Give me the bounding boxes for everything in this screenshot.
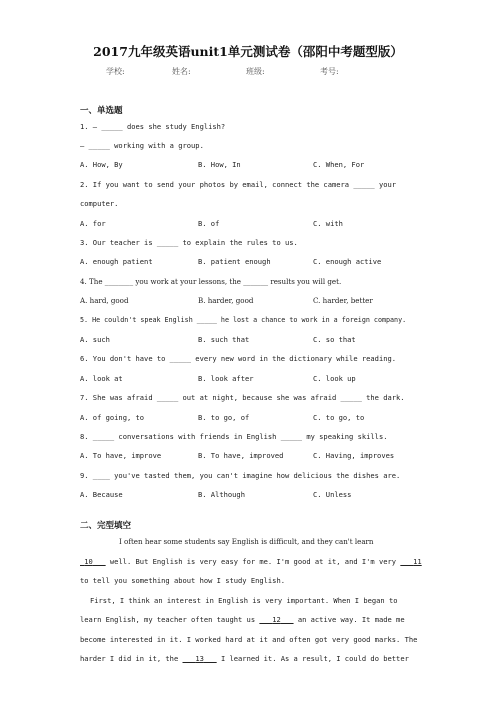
blank-12: 12 [272,615,281,624]
question-1-option-c: C. When, For [313,160,365,169]
question-1-option-a: A. How, By [80,160,123,169]
blank-13: 13 [195,654,204,663]
question-3-stem: 3. Our teacher is _____ to explain the rules to us. [80,238,298,247]
question-1-stem: 1. — _____ does she study English? [80,122,226,131]
question-2-option-a: A. for [80,219,106,228]
question-4-option-b: B. harder, good [198,296,254,305]
question-6-option-b: B. look after [198,374,254,383]
question-5-option-b: B. such that [198,335,250,344]
question-4-stem: 4. The ________ you work at your lessons, the _______ results you will get. [80,277,342,286]
passage-line-3: to tell you something about how I study English. [80,576,285,585]
question-8-option-b: B. To have, improved [198,451,284,460]
class-field-label: 班级: [246,67,265,76]
passage-line-2: 10 well. But English is very easy for me. I'm good at it, and I'm very 11 [80,557,414,566]
name-field-label: 姓名: [172,67,191,76]
passage-line-4: First, I think an interest in English is very important. When I began to [90,596,398,605]
question-7-option-a: A. of going, to [80,413,145,422]
question-5-stem: 5. He couldn't speak English _____ he lost a chance to work in a foreign company. [80,316,407,324]
blank-11: 11 [413,557,422,566]
blank-10: 10 [84,557,93,566]
question-2-option-b: B. of [198,219,220,228]
question-2-stem-line2: computer. [80,199,119,208]
passage-line-6: become interested in it. I worked hard at it and often got very good marks. The [80,635,418,644]
question-7-option-c: C. to go, to [313,413,365,422]
question-8-option-a: A. To have, improve [80,451,162,460]
section-heading-cloze: 二、完型填空 [80,521,132,531]
question-7-option-b: B. to go, of [198,413,250,422]
passage-line-7: harder I did in it, the 13 I learned it. As a result, I could do better [80,654,409,663]
passage-line-5: learn English, my teacher often taught us 12 an active way. It made me [80,615,405,624]
question-1-option-b: B. How, In [198,160,241,169]
question-6-option-c: C. look up [313,374,356,383]
question-5-option-a: A. such [80,335,110,344]
question-8-stem: 8. _____ conversations with friends in English _____ my speaking skills. [80,432,388,441]
section-heading-single-choice: 一、单选题 [80,106,123,116]
question-3-option-c: C. enough active [313,257,382,266]
question-9-stem: 9. ____ you've tasted them, you can't imagine how delicious the dishes are. [80,471,401,480]
question-9-option-b: B. Although [198,490,245,499]
question-6-stem: 6. You don't have to _____ every new word in the dictionary while reading. [80,354,397,363]
number-field-label: 考号: [320,67,339,76]
question-7-stem: 7. She was afraid _____ out at night, because she was afraid _____ the dark. [80,393,405,402]
passage-line-1: I often hear some students say English is difficult, and they can't learn [119,537,374,546]
school-field-label: 学校: [106,67,125,76]
question-3-option-b: B. patient enough [198,257,271,266]
question-5-option-c: C. so that [313,335,356,344]
question-2-option-c: C. with [313,219,343,228]
question-8-option-c: C. Having, improves [313,451,395,460]
question-4-option-a: A. hard, good [80,296,129,305]
question-3-option-a: A. enough patient [80,257,153,266]
question-1-stem-line2: — _____ working with a group. [80,141,204,150]
question-6-option-a: A. look at [80,374,123,383]
question-2-stem: 2. If you want to send your photos by email, connect the camera _____ your [80,180,397,189]
question-9-option-c: C. Unless [313,490,352,499]
question-9-option-a: A. Because [80,490,123,499]
page-title: 2017九年级英语unit1单元测试卷（邵阳中考题型版） [93,44,403,59]
question-4-option-c: C. harder, better [313,296,373,305]
